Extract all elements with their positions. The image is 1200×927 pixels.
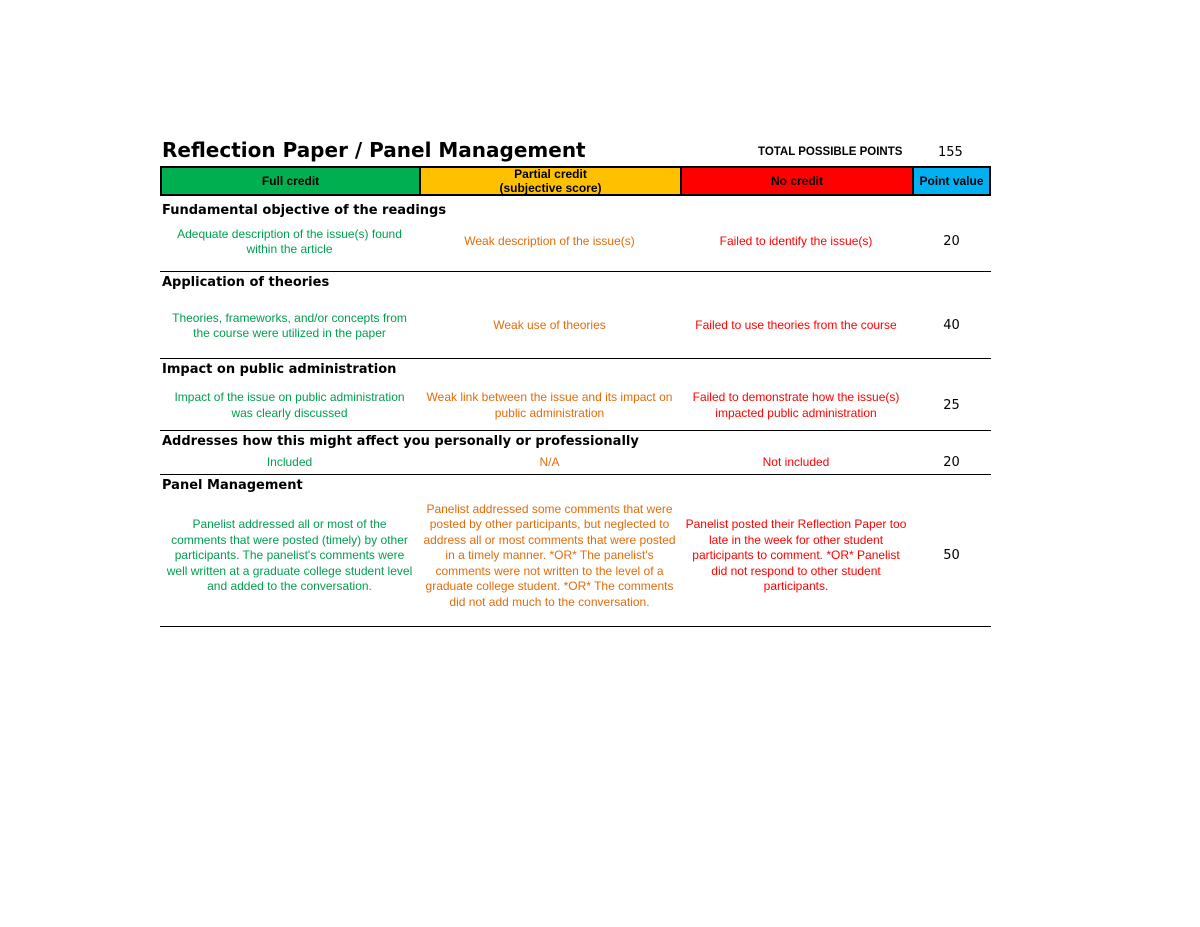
- section-title: Fundamental objective of the readings: [162, 203, 447, 218]
- full-credit-criteria: Included: [266, 455, 313, 470]
- point-value: 25: [943, 397, 960, 413]
- section-title: Application of theories: [162, 275, 330, 290]
- partial-credit-criteria: N/A: [539, 455, 560, 470]
- no-credit-criteria: Panelist posted their Reflection Paper too late in the week for other student participants to comment. *OR* Panelist did not respond to other student participants.: [685, 517, 907, 594]
- point-value: 50: [943, 548, 960, 564]
- header-partial-line1: Partial credit: [514, 167, 587, 181]
- page-title: Reflection Paper / Panel Management: [162, 138, 586, 162]
- rubric-section-personal: [160, 431, 991, 475]
- rubric-section-theories: [160, 272, 991, 359]
- title-row: [160, 138, 991, 166]
- partial-credit-criteria: Weak use of theories: [493, 318, 606, 333]
- no-credit-criteria: Failed to demonstrate how the issue(s) impacted public administration: [692, 390, 900, 420]
- section-title: Panel Management: [162, 478, 303, 493]
- rubric-section-public-admin: [160, 359, 991, 431]
- section-title: Impact on public administration: [162, 362, 397, 377]
- full-credit-criteria: Theories, frameworks, and/or concepts from the course were utilized in the paper: [172, 310, 407, 340]
- partial-credit-criteria: Weak description of the issue(s): [464, 234, 635, 249]
- section-title: Addresses how this might affect you personally or professionally: [162, 434, 639, 449]
- header-partial-line2: (subjective score): [499, 181, 602, 195]
- partial-credit-criteria: Panelist addressed some comments that were posted by other participants, but neglected to address all or most comments that were posted in a timely manner. *OR* The panelist's comments were not written to the level of a graduate college student. *OR* The comments did not add much to the conversation.: [423, 502, 676, 609]
- rubric-header-row: [160, 166, 991, 196]
- rubric-sheet: [160, 138, 991, 627]
- no-credit-criteria: Not included: [762, 455, 830, 470]
- header-partial-credit: [421, 168, 682, 194]
- point-value: 20: [943, 455, 960, 471]
- no-credit-criteria: Failed to identify the issue(s): [719, 234, 873, 249]
- no-credit-criteria: Failed to use theories from the course: [695, 318, 897, 333]
- header-point-value: Point value: [914, 168, 989, 194]
- rubric-section-readings: [160, 200, 991, 272]
- header-full-credit: Full credit: [162, 168, 421, 194]
- partial-credit-criteria: Weak link between the issue and its impact on public administration: [426, 390, 673, 420]
- point-value: 20: [943, 234, 960, 250]
- full-credit-criteria: Adequate description of the issue(s) found within the article: [177, 226, 402, 256]
- total-points-value: 155: [938, 145, 963, 160]
- point-value: 40: [943, 318, 960, 334]
- total-points-label: TOTAL POSSIBLE POINTS: [758, 146, 903, 158]
- header-no-credit: No credit: [682, 168, 914, 194]
- full-credit-criteria: Impact of the issue on public administration was clearly discussed: [174, 390, 405, 420]
- full-credit-criteria: Panelist addressed all or most of the comments that were posted (timely) by other participants. The panelist's comments were well written at a graduate college student level and added to the conversation.: [166, 517, 413, 594]
- rubric-section-panel-management: [160, 475, 991, 627]
